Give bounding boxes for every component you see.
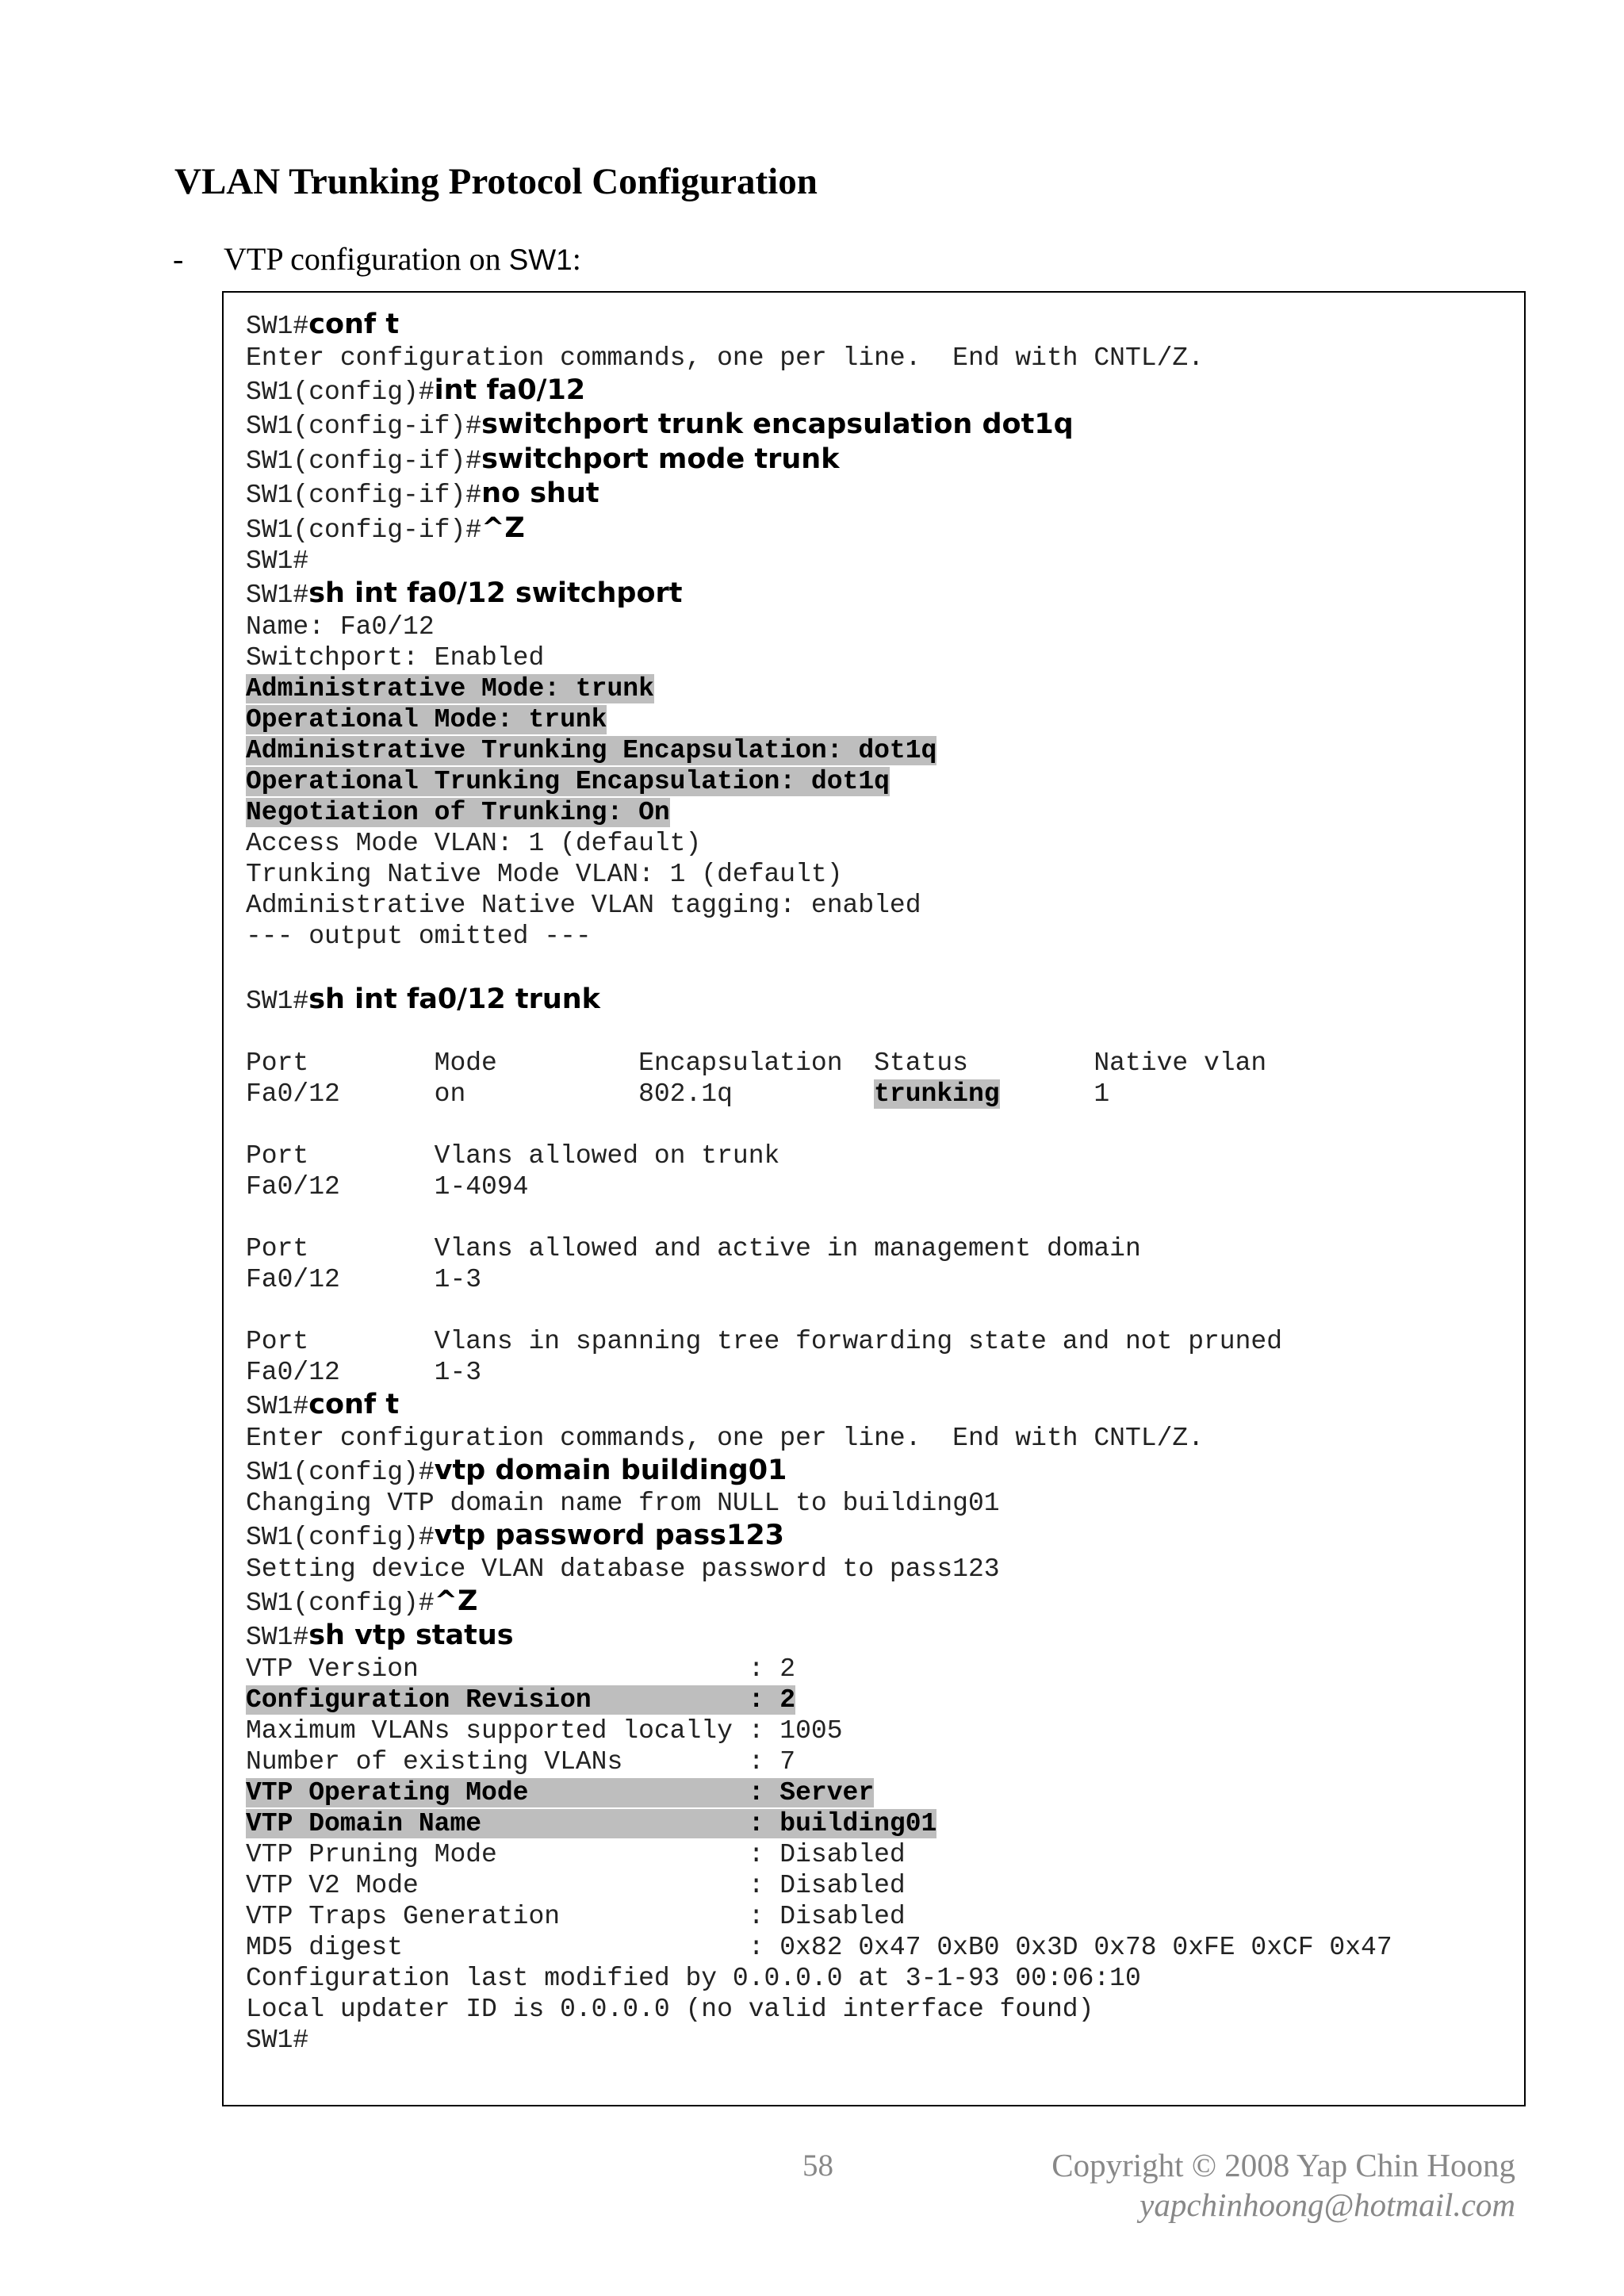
- highlighted-output-line: [246, 1685, 1392, 1715]
- blank-line: [246, 1295, 1392, 1326]
- blank-line: [246, 1017, 1392, 1048]
- command-line: [246, 477, 1392, 512]
- prompt: SW1(config-if)#: [246, 446, 482, 476]
- output-line: Port Vlans allowed on trunk: [246, 1141, 780, 1171]
- command: conf t: [308, 309, 400, 340]
- prompt: SW1(config)#: [246, 1588, 435, 1618]
- output-line: SW1#: [246, 546, 309, 576]
- output-line: --- output omitted ---: [246, 921, 592, 951]
- output-line: VTP Pruning Mode : Disabled: [246, 1839, 906, 1869]
- prompt: SW1#: [246, 1392, 309, 1421]
- prompt: SW1#: [246, 581, 309, 610]
- highlight: Negotiation of Trunking: On: [246, 797, 670, 827]
- page-number: 58: [802, 2148, 833, 2183]
- command: conf t: [308, 1389, 400, 1420]
- output-line: Fa0/12 1-3: [246, 1265, 482, 1294]
- command: no shut: [481, 477, 599, 509]
- command-line: [246, 374, 1392, 408]
- copyright-notice: Copyright © 2008 Yap Chin Hoong: [1051, 2147, 1515, 2183]
- command-line: [246, 1519, 1392, 1554]
- highlight: VTP Operating Mode : Server: [246, 1777, 875, 1807]
- output-line: MD5 digest : 0x82 0x47 0xB0 0x3D 0x78 0xFE 0xCF 0x47: [246, 1932, 1392, 1962]
- prompt: SW1#: [246, 986, 309, 1016]
- bullet-device: SW1: [508, 243, 573, 276]
- highlight: Administrative Mode: trunk: [246, 673, 654, 703]
- output-text: Fa0/12 on 802.1q: [246, 1079, 875, 1109]
- output-line: VTP V2 Mode : Disabled: [246, 1870, 906, 1900]
- blank-line: [246, 1110, 1392, 1140]
- console-lines: [246, 308, 1392, 2056]
- output-line: VTP Traps Generation : Disabled: [246, 1901, 906, 1931]
- prompt: SW1#: [246, 1623, 309, 1652]
- output-line: SW1#: [246, 2025, 309, 2055]
- highlight: Configuration Revision : 2: [246, 1685, 796, 1715]
- output-line: Port Mode Encapsulation Status Native vlan: [246, 1048, 1267, 1078]
- bullet-dash: -: [173, 241, 184, 277]
- highlighted-output-line: [246, 1808, 1392, 1839]
- highlight: trunking: [874, 1079, 1000, 1109]
- bullet-text: VTP configuration on: [224, 241, 509, 277]
- blank-line: [246, 952, 1392, 983]
- command-line: [246, 1454, 1392, 1489]
- command: switchport trunk encapsulation dot1q: [481, 408, 1074, 440]
- command: int fa0/12: [434, 374, 586, 406]
- highlighted-output-line: [246, 797, 1392, 828]
- bullet-suffix: :: [572, 241, 581, 277]
- prompt: SW1(config)#: [246, 1457, 435, 1487]
- command-line: [246, 577, 1392, 611]
- command-line: [246, 1619, 1392, 1654]
- output-line: VTP Version : 2: [246, 1654, 796, 1684]
- command: ^Z: [434, 1585, 478, 1617]
- output-line: Administrative Native VLAN tagging: enabled: [246, 890, 921, 920]
- output-line: Fa0/12 1-3: [246, 1358, 482, 1387]
- prompt: SW1(config-if)#: [246, 515, 482, 545]
- console-output-box: [222, 291, 1526, 2106]
- output-line: Trunking Native Mode VLAN: 1 (default): [246, 859, 843, 889]
- prompt: SW1#: [246, 312, 309, 341]
- command-line: [246, 1585, 1392, 1619]
- command: sh int fa0/12 switchport: [308, 577, 683, 609]
- output-line: Name: Fa0/12: [246, 611, 435, 642]
- highlighted-output-line: [246, 1777, 1392, 1808]
- output-line: Configuration last modified by 0.0.0.0 at 3-1-93 00:06:10: [246, 1963, 1141, 1993]
- highlighted-output-line: [246, 704, 1392, 735]
- highlight: Administrative Trunking Encapsulation: dot1q: [246, 735, 937, 765]
- bullet-item: [173, 240, 581, 278]
- output-line: Port Vlans in spanning tree forwarding state and not pruned: [246, 1327, 1283, 1356]
- command: sh int fa0/12 trunk: [308, 983, 600, 1015]
- prompt: SW1(config-if)#: [246, 481, 482, 510]
- output-line: Enter configuration commands, one per line. End with CNTL/Z.: [246, 343, 1204, 373]
- output-line: Number of existing VLANs : 7: [246, 1746, 796, 1777]
- highlight: Operational Trunking Encapsulation: dot1q: [246, 766, 890, 796]
- output-line: Local updater ID is 0.0.0.0 (no valid interface found): [246, 1994, 1094, 2024]
- command-line: [246, 308, 1392, 343]
- command: sh vtp status: [308, 1619, 514, 1651]
- highlighted-output-line: [246, 766, 1392, 797]
- highlight: VTP Domain Name : building01: [246, 1808, 937, 1838]
- command: vtp domain building01: [434, 1454, 787, 1486]
- output-line: Switchport: Enabled: [246, 642, 545, 673]
- command-line: [246, 512, 1392, 546]
- prompt: SW1(config-if)#: [246, 412, 482, 441]
- highlighted-output-line: [246, 673, 1392, 704]
- output-line: Access Mode VLAN: 1 (default): [246, 828, 702, 858]
- page-title: VLAN Trunking Protocol Configuration: [174, 161, 818, 202]
- output-line: Maximum VLANs supported locally : 1005: [246, 1715, 843, 1746]
- prompt: SW1(config)#: [246, 1523, 435, 1552]
- output-line: Port Vlans allowed and active in management domain: [246, 1234, 1141, 1263]
- blank-line: [246, 1202, 1392, 1233]
- command-line: [246, 443, 1392, 477]
- author-email: yapchinhoong@hotmail.com: [1139, 2187, 1515, 2223]
- output-text: 1: [999, 1079, 1110, 1109]
- command-line: [246, 408, 1392, 443]
- highlight: Operational Mode: trunk: [246, 704, 607, 734]
- prompt: SW1(config)#: [246, 377, 435, 407]
- command: switchport mode trunk: [481, 443, 840, 475]
- highlighted-output-line: [246, 735, 1392, 766]
- command: ^Z: [481, 512, 525, 544]
- command: vtp password pass123: [434, 1520, 785, 1551]
- command-line: [246, 1388, 1392, 1423]
- command-line: [246, 983, 1392, 1018]
- output-line: Enter configuration commands, one per line. End with CNTL/Z.: [246, 1423, 1204, 1453]
- output-line: Setting device VLAN database password to pass123: [246, 1554, 1000, 1584]
- output-line: [246, 1079, 1392, 1110]
- output-line: Changing VTP domain name from NULL to building01: [246, 1489, 1000, 1518]
- output-line: Fa0/12 1-4094: [246, 1172, 529, 1202]
